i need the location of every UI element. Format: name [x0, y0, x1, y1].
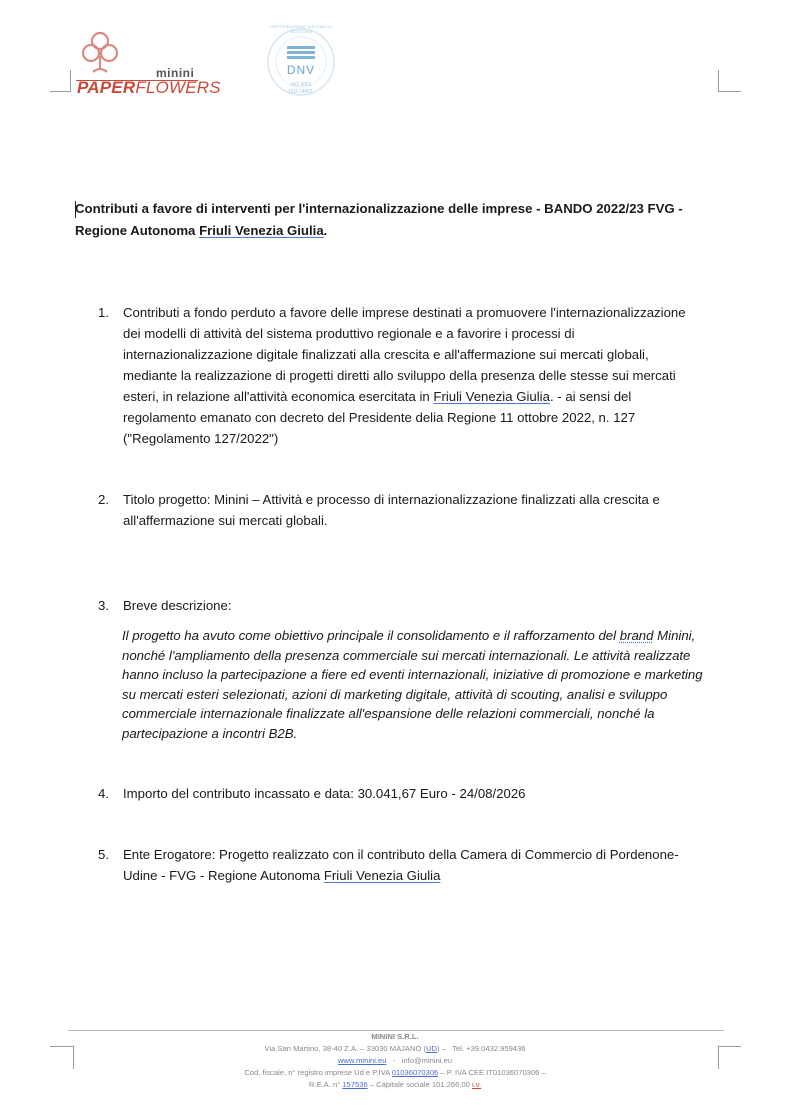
title-line-2: Regione Autonoma Friuli Venezia Giulia. — [75, 223, 328, 238]
document-title — [75, 198, 715, 242]
title-link-fvg[interactable]: Friuli Venezia Giulia — [199, 223, 324, 238]
footer-contacts: www.minini.eu - info@minini.eu — [337, 1056, 453, 1065]
list-number: 2. — [98, 492, 109, 507]
list-number: 5. — [98, 847, 109, 862]
logo-text-paperflowers: PAPERFLOWERS — [77, 78, 221, 97]
list-number: 4. — [98, 786, 109, 801]
item-5-link-fvg[interactable]: Friuli Venezia Giulia — [323, 868, 441, 883]
footer-fiscal: Cod. fiscale, n° registro imprese Ud e P.IVA 01036070306 – P. IVA CEE IT01036070306 – — [244, 1068, 546, 1077]
item-3-description: Il progetto ha avuto come obiettivo principale il consolidamento e il rafforzamento del brand Minini, nonché l'ampliamento della presenza commerciale sui mercati internazionali. Le attività realizzate hanno incluso la partecipazione a fiere ed eventi internazionali, iniziative di promozione e marketing su mercati esteri selezionati, azioni di marketing digitale, attività di scouting, analisi e sviluppo commerciale internazionale finalizzate all'espansione delle relazioni commerciali, nonché la partecipazione a incontri B2B. — [122, 628, 703, 741]
brand-word: brand — [619, 628, 654, 643]
list-number: 3. — [98, 598, 109, 613]
crop-mark-bottom-right — [718, 1046, 741, 1069]
footer-address: Via San Martino, 38-40 Z.A. – 33030 MAJANO (UD) – Tel. +39.0432.959436 — [264, 1044, 526, 1053]
footer-web-link[interactable]: www.minini.eu — [337, 1056, 387, 1065]
crop-mark-top-right — [718, 70, 741, 92]
list-number: 1. — [98, 305, 109, 320]
crop-mark-top-left — [50, 70, 71, 92]
item-3-label: Breve descrizione: — [123, 598, 232, 613]
certification-badge — [265, 24, 337, 100]
page-footer — [120, 1031, 670, 1091]
company-logo — [76, 30, 221, 100]
item-2-text: Titolo progetto: Minini – Attività e processo di internazionalizzazione finalizzati alla crescita e all'affermazione sui mercati globali. — [123, 492, 660, 528]
footer-rea: R.E.A. n° 157536 – Capitale sociale 101.266,00 i.v. — [308, 1080, 482, 1089]
item-4-text: Importo del contributo incassato e data: 30.041,67 Euro - 24/08/2026 — [123, 786, 526, 801]
item-1-text: Contributi a fondo perduto a favore delle imprese destinati a promuovere l'internazionalizzazione dei modelli di attività del sistema produttivo regionale e a favorire i processi di internazionalizzazione digitale finalizzati alla crescita e all'affermazione sui mercati globali, mediante la realizzazione di progetti diretti allo sviluppo della presenza delle stesse sui mercati esteri, in relazione all'attività economica esercitata in Friuli Venezia Giulia. - ai sensi del regolamento emanato con decreto del Presidente delia Regione 11 ottobre 2022, n. 127 ("Regolamento 127/2022") — [123, 305, 686, 446]
footer-company: MININI S.R.L. — [371, 1032, 419, 1041]
footer-email[interactable]: info@minini.eu — [401, 1056, 453, 1065]
clover-icon — [81, 30, 119, 78]
item-5-text: Ente Erogatore: Progetto realizzato con il contributo della Camera di Commercio di Pordenone- Udine - FVG - Regione Autonoma Friuli Venezia Giulia — [123, 847, 679, 883]
cert-ring-text: CERTIFICAZIONE SISTEMA DI GESTIONE — [270, 24, 332, 34]
crop-mark-bottom-left — [50, 1046, 74, 1069]
cert-iso-14001: ISO 14001 — [289, 89, 313, 95]
cert-mark: DNV — [286, 63, 316, 77]
item-1-link-fvg[interactable]: Friuli Venezia Giulia — [433, 389, 550, 404]
cert-iso-9001: ISO 9001 — [290, 82, 312, 88]
title-line-1: Contributi a favore di interventi per l'internazionalizzazione delle imprese - BANDO 2022/23 FVG - — [75, 201, 683, 216]
logo-text-minini: minini — [156, 66, 195, 80]
